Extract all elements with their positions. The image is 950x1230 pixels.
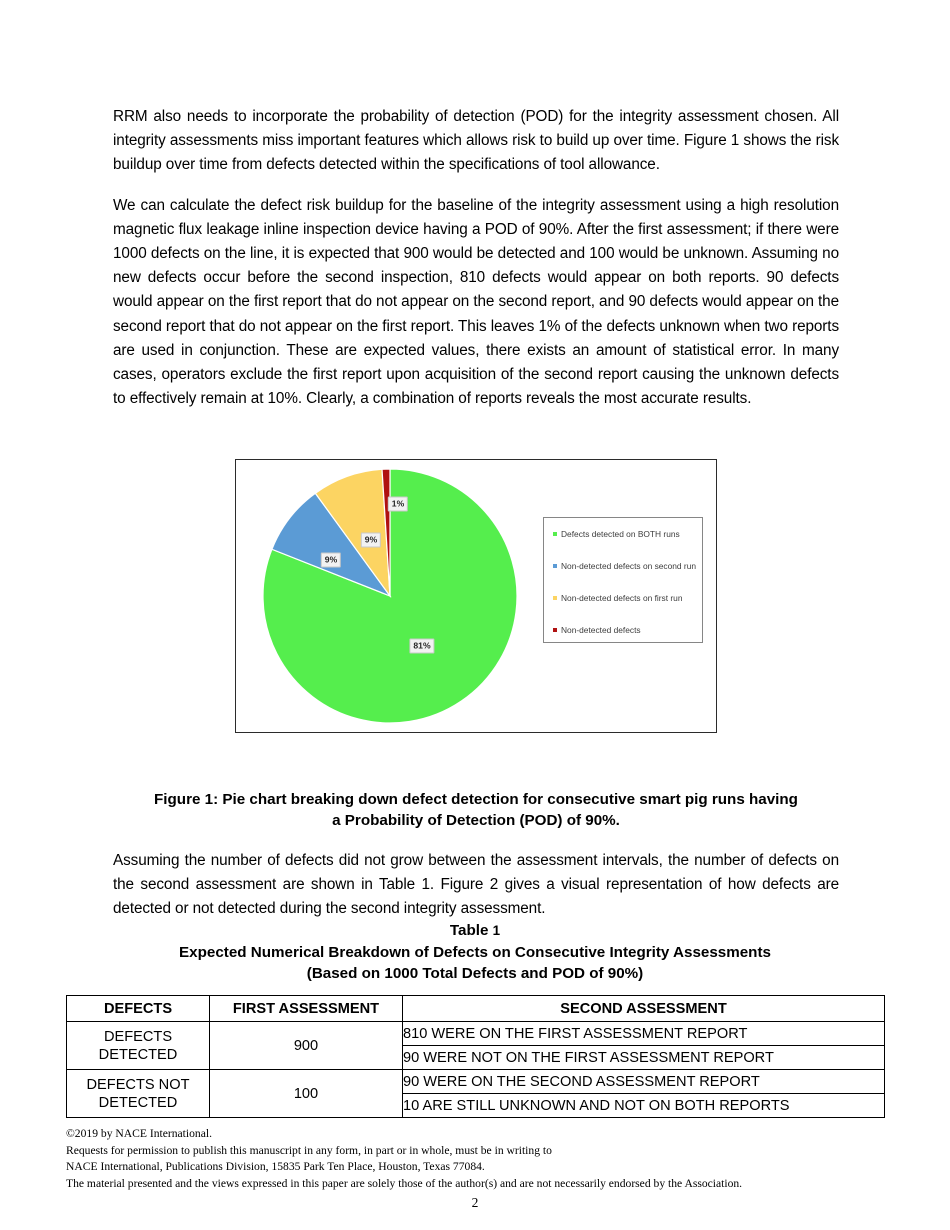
column-header-defects: DEFECTS bbox=[67, 996, 210, 1022]
table-body bbox=[67, 1022, 885, 1118]
page-footer bbox=[66, 1126, 886, 1192]
cell-second-assessment-detected-b: 90 WERE NOT ON THE FIRST ASSESSMENT REPORT bbox=[403, 1046, 885, 1070]
figure-1-caption bbox=[113, 789, 839, 831]
legend-item-label: Non-detected defects on first run bbox=[561, 593, 683, 603]
row-label-defects-not-detected: DEFECTS NOT DETECTED bbox=[67, 1070, 210, 1118]
table-title-number: 1 bbox=[492, 923, 501, 938]
legend-list bbox=[544, 518, 702, 642]
figure-caption-line-2: a Probability of Detection (POD) of 90%. bbox=[332, 812, 620, 829]
legend-swatch-icon bbox=[553, 628, 557, 632]
footer-line-2: Requests for permission to publish this manuscript in any form, in part or in whole, must be in writing to bbox=[66, 1143, 552, 1157]
defects-table bbox=[66, 995, 885, 1118]
legend-item bbox=[553, 530, 680, 538]
legend-item bbox=[553, 562, 696, 570]
table-row bbox=[67, 1022, 885, 1046]
table-header-row bbox=[67, 996, 885, 1022]
page-number: 2 bbox=[471, 1195, 479, 1210]
footer-line-1: ©2019 by NACE International. bbox=[66, 1127, 212, 1140]
legend-swatch-icon bbox=[553, 532, 557, 536]
table-title-line-3: (Based on 1000 Total Defects and POD of 90%) bbox=[306, 965, 644, 982]
chart-legend bbox=[543, 517, 703, 643]
table-title-line-2: Expected Numerical Breakdown of Defects on Consecutive Integrity Assessments bbox=[179, 943, 771, 961]
footer-line-4: The material presented and the views expressed in this paper are solely those of the author(s) and are not necessarily endorsed by the Association. bbox=[66, 1176, 743, 1190]
legend-item bbox=[553, 626, 641, 634]
table-header bbox=[67, 996, 885, 1022]
legend-item-label: Defects detected on BOTH runs bbox=[561, 529, 680, 539]
footer-line-3: NACE International, Publications Division, 15835 Park Ten Place, Houston, Texas 77084. bbox=[66, 1160, 485, 1174]
table-row bbox=[67, 1070, 885, 1094]
cell-second-assessment-detected-a: 810 WERE ON THE FIRST ASSESSMENT REPORT bbox=[403, 1022, 885, 1046]
pie-data-label-first-run: 9% bbox=[361, 532, 381, 547]
legend-item bbox=[553, 594, 683, 602]
figure-1-chart bbox=[235, 459, 717, 733]
table-1-title bbox=[65, 920, 885, 985]
cell-first-assessment-not-detected: 100 bbox=[210, 1070, 403, 1118]
body-text-block bbox=[113, 105, 839, 427]
pie-data-label-non-detected: 1% bbox=[388, 496, 408, 511]
legend-swatch-icon bbox=[553, 596, 557, 600]
legend-item-label: Non-detected defects on second run bbox=[561, 561, 697, 571]
legend-item-label: Non-detected defects bbox=[561, 625, 641, 635]
paragraph-2: We can calculate the defect risk buildup for the baseline of the integrity assessment using a high resolution magnetic flux leakage inline inspection device having a POD of 90%. After the first assessment; if there were 1000 defects on the line, it is expected that 900 would be detected and 100 would be unknown. Assuming no new defects occur before the second inspection, 810 defects would appear on both reports. 90 defects would appear on the first report that do not appear on the second report, and 90 defects would appear on the second report that do not appear on the first report. This leaves 1% of the defects unknown when two reports are used in conjunction. These are expected values, there exists an amount of statistical error. In many cases, operators exclude the first report upon acquisition of the second report causing the unknown defects to effectively remain at 10%. Clearly, a combination of reports reveals the most accurate results. bbox=[113, 196, 839, 408]
pie-data-label-second-run: 9% bbox=[321, 552, 341, 567]
table-title-prefix: Table bbox=[449, 922, 493, 939]
cell-second-assessment-not-detected-a: 90 WERE ON THE SECOND ASSESSMENT REPORT bbox=[403, 1070, 885, 1094]
column-header-first-assessment: FIRST ASSESSMENT bbox=[210, 996, 403, 1022]
cell-first-assessment-detected: 900 bbox=[210, 1022, 403, 1070]
pie-chart bbox=[262, 468, 518, 724]
column-header-second-assessment: SECOND ASSESSMENT bbox=[403, 996, 885, 1022]
paragraph-3: Assuming the number of defects did not grow between the assessment intervals, the number of defects on the second assessment are shown in Table 1. Figure 2 gives a visual representation of how defects are detected or not detected during the second integrity assessment. bbox=[113, 852, 839, 918]
pie-data-label-both-runs: 81% bbox=[409, 638, 434, 653]
cell-second-assessment-not-detected-b: 10 ARE STILL UNKNOWN AND NOT ON BOTH REPORTS bbox=[403, 1094, 885, 1118]
legend-swatch-icon bbox=[553, 564, 557, 568]
figure-caption-line-1: Figure 1: Pie chart breaking down defect detection for consecutive smart pig runs having bbox=[154, 791, 798, 808]
row-label-defects-detected: DEFECTS DETECTED bbox=[67, 1022, 210, 1070]
paragraph-1: RRM also needs to incorporate the probability of detection (POD) for the integrity assessment chosen. All integrity assessments miss important features which allows risk to build up over time. Figure 1 shows the risk buildup over time from defects detected within the specifications of tool allowance. bbox=[113, 108, 839, 174]
